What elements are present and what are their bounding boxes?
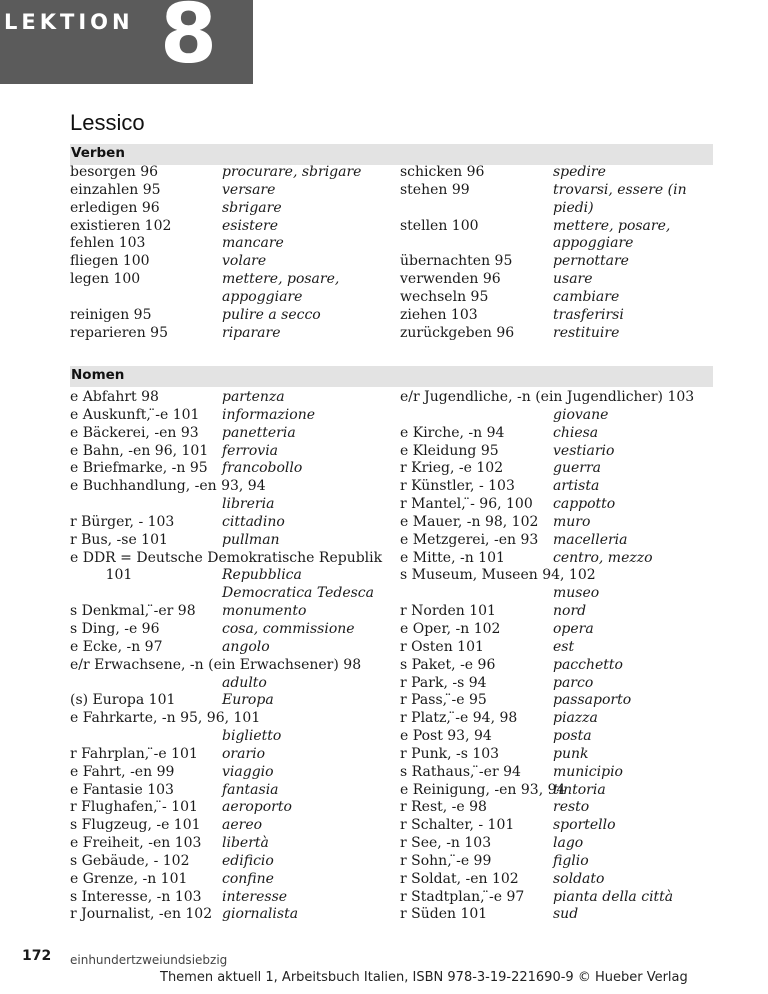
italian-translation: sbrigare xyxy=(222,199,282,216)
italian-translation: Europa xyxy=(222,692,274,709)
italian-translation: aeroporto xyxy=(222,799,292,816)
section-header-nouns xyxy=(70,366,713,387)
german-term: e DDR = Deutsche Demokratische Republik xyxy=(70,549,383,566)
italian-translation: restituire xyxy=(553,324,620,341)
german-term: r Bürger, - 103 xyxy=(70,513,175,530)
german-term: e Mauer, -n 98, 102 xyxy=(400,513,539,530)
italian-translation: francobollo xyxy=(222,460,303,477)
italian-translation: figlio xyxy=(553,852,589,869)
italian-translation: pianta della città xyxy=(553,888,674,905)
german-term: reinigen 95 xyxy=(70,306,152,323)
german-term: existieren 102 xyxy=(70,217,172,234)
german-term: e Ecke, -n 97 xyxy=(70,638,163,655)
lesson-number: 8 xyxy=(160,0,218,82)
italian-translation: piazza xyxy=(553,710,598,727)
german-term: s Paket, -e 96 xyxy=(400,656,496,673)
italian-translation: interesse xyxy=(222,888,288,905)
italian-translation: confine xyxy=(222,870,274,887)
german-term: r Park, -s 94 xyxy=(400,674,487,691)
italian-translation: pullman xyxy=(222,531,280,548)
page-number: 172 xyxy=(22,948,52,964)
italian-translation: spedire xyxy=(553,164,606,180)
german-term: schicken 96 xyxy=(400,164,485,180)
section-header-verbs xyxy=(70,144,713,165)
german-term: e Fahrkarte, -n 95, 96, 101 xyxy=(70,710,261,727)
italian-translation: vestiario xyxy=(553,442,615,459)
german-term: s Flugzeug, -e 101 xyxy=(70,817,201,834)
italian-translation: parco xyxy=(553,674,594,691)
italian-translation: fantasia xyxy=(222,781,279,798)
german-term: (s) Europa 101 xyxy=(70,692,176,709)
german-term: wechseln 95 xyxy=(400,288,489,305)
german-term: r Osten 101 xyxy=(400,638,484,655)
italian-translation: opera xyxy=(553,620,594,637)
italian-translation: soldato xyxy=(553,870,605,887)
italian-translation: riparare xyxy=(222,324,281,341)
italian-translation: guerra xyxy=(553,460,601,477)
italian-translation: lago xyxy=(553,835,584,852)
german-term: stehen 99 xyxy=(400,181,470,198)
german-term: r Journalist, -en 102 xyxy=(70,906,213,923)
german-term: r See, -n 103 xyxy=(400,835,492,852)
italian-translation: angolo xyxy=(222,638,270,655)
german-term: r Stadtplan, ̈-e 97 xyxy=(400,888,525,905)
italian-translation: muro xyxy=(553,513,591,530)
italian-translation: tintoria xyxy=(553,781,606,798)
italian-translation: mettere, posare, xyxy=(553,217,671,234)
german-term: r Soldat, -en 102 xyxy=(400,870,519,887)
italian-translation: passaporto xyxy=(553,692,632,709)
german-term: s Ding, -e 96 xyxy=(70,620,160,637)
italian-translation: libreria xyxy=(222,496,275,513)
page-number-words: einhundertzweiundsiebzig xyxy=(70,953,228,967)
german-term: r Sohn, ̈-e 99 xyxy=(400,852,492,869)
italian-translation: monumento xyxy=(222,603,307,620)
german-term: e Bäckerei, -en 93 xyxy=(70,424,199,441)
italian-translation: trasferirsi xyxy=(553,306,624,323)
german-term: r Rest, -e 98 xyxy=(400,799,487,816)
german-term: r Schalter, - 101 xyxy=(400,817,515,834)
german-term: r Punk, -s 103 xyxy=(400,745,500,762)
italian-translation: cittadino xyxy=(222,513,285,530)
german-term: e Kleidung 95 xyxy=(400,442,499,459)
german-term: e Fahrt, -en 99 xyxy=(70,763,175,780)
italian-translation: nord xyxy=(553,603,587,620)
italian-translation: resto xyxy=(553,799,590,816)
italian-translation: giornalista xyxy=(222,906,299,923)
italian-translation: appoggiare xyxy=(553,235,634,252)
german-term: zurückgeben 96 xyxy=(400,324,515,341)
italian-translation: Democratica Tedesca xyxy=(222,585,374,602)
italian-translation: posta xyxy=(553,728,592,745)
german-term: erledigen 96 xyxy=(70,199,160,216)
german-term: s Interesse, -n 103 xyxy=(70,888,202,905)
german-term: e Freiheit, -en 103 xyxy=(70,835,202,852)
german-term: r Fahrplan, ̈-e 101 xyxy=(70,745,198,762)
german-term: s Denkmal, ̈-er 98 xyxy=(70,603,196,620)
german-term: übernachten 95 xyxy=(400,253,513,270)
german-term: e Kirche, -n 94 xyxy=(400,424,505,441)
italian-translation: appoggiare xyxy=(222,288,303,305)
german-term: r Mantel, ̈- 96, 100 xyxy=(400,496,533,513)
italian-translation: giovane xyxy=(553,406,609,423)
german-term: s Museum, Museen 94, 102 xyxy=(400,567,596,584)
german-term: r Krieg, -e 102 xyxy=(400,460,504,477)
italian-translation: punk xyxy=(553,745,589,762)
publisher-credit: Themen aktuell 1, Arbeitsbuch Italien, ISBN 978-3-19-221690-9 © Hueber Verlag xyxy=(160,970,688,985)
german-term: r Süden 101 xyxy=(400,906,488,923)
italian-translation: cappotto xyxy=(553,496,616,513)
italian-translation: partenza xyxy=(222,389,285,405)
german-term: einzahlen 95 xyxy=(70,181,161,198)
german-term: 101 xyxy=(70,567,133,584)
german-term: e Fantasie 103 xyxy=(70,781,174,798)
german-term: e Buchhandlung, -en 93, 94 xyxy=(70,478,266,495)
german-term: e Auskunft, ̈-e 101 xyxy=(70,406,200,423)
italian-translation: esistere xyxy=(222,217,279,234)
section-title-verbs: Verben xyxy=(71,145,125,161)
lesson-header xyxy=(0,0,253,84)
italian-translation: pulire a secco xyxy=(222,306,321,323)
german-term: r Pass, ̈-e 95 xyxy=(400,692,487,709)
german-term: r Norden 101 xyxy=(400,603,496,620)
italian-translation: volare xyxy=(222,253,267,270)
german-term: s Rathaus, ̈-er 94 xyxy=(400,763,521,780)
italian-translation: municipio xyxy=(553,763,623,780)
italian-translation: usare xyxy=(553,271,593,288)
german-term: e Reinigung, -en 93, 94 xyxy=(400,781,566,798)
italian-translation: Repubblica xyxy=(222,567,302,584)
german-term: e Bahn, -en 96, 101 xyxy=(70,442,209,459)
german-term: s Gebäude, - 102 xyxy=(70,852,190,869)
italian-translation: cambiare xyxy=(553,288,620,305)
italian-translation: sportello xyxy=(553,817,616,834)
german-term: e Abfahrt 98 xyxy=(70,389,159,405)
german-term: reparieren 95 xyxy=(70,324,168,341)
lesson-label: LEKTION xyxy=(4,10,134,34)
german-term: r Künstler, - 103 xyxy=(400,478,515,495)
german-term: e/r Jugendliche, -n (ein Jugendlicher) 103 xyxy=(400,389,695,405)
german-term: fehlen 103 xyxy=(70,235,146,252)
italian-translation: libertà xyxy=(222,835,269,852)
italian-translation: artista xyxy=(553,478,600,495)
section-title-nouns: Nomen xyxy=(71,367,125,383)
german-term: e Metzgerei, -en 93 xyxy=(400,531,539,548)
german-term: e Briefmarke, -n 95 xyxy=(70,460,208,477)
page-title: Lessico xyxy=(70,110,145,135)
italian-translation: mancare xyxy=(222,235,284,252)
italian-translation: chiesa xyxy=(553,424,599,441)
german-term: verwenden 96 xyxy=(400,271,501,288)
german-term: r Platz, ̈-e 94, 98 xyxy=(400,710,518,727)
german-term: e Oper, -n 102 xyxy=(400,620,501,637)
italian-translation: est xyxy=(553,638,575,655)
italian-translation: panetteria xyxy=(222,424,296,441)
german-term: fliegen 100 xyxy=(70,253,150,270)
italian-translation: pacchetto xyxy=(553,656,623,673)
german-term: r Bus, -se 101 xyxy=(70,531,168,548)
german-term: besorgen 96 xyxy=(70,164,159,180)
italian-translation: versare xyxy=(222,181,276,198)
italian-translation: sud xyxy=(553,906,579,923)
italian-translation: procurare, sbrigare xyxy=(222,164,362,180)
german-term: legen 100 xyxy=(70,271,141,288)
italian-translation: cosa, commissione xyxy=(222,620,355,637)
italian-translation: museo xyxy=(553,585,600,602)
italian-translation: informazione xyxy=(222,406,316,423)
german-term: e Post 93, 94 xyxy=(400,728,492,745)
italian-translation: centro, mezzo xyxy=(553,549,653,566)
italian-translation: edificio xyxy=(222,852,274,869)
italian-translation: pernottare xyxy=(553,253,629,270)
italian-translation: piedi) xyxy=(553,199,594,216)
german-term: e Mitte, -n 101 xyxy=(400,549,505,566)
german-term: e/r Erwachsene, -n (ein Erwachsener) 98 xyxy=(70,656,362,673)
italian-translation: adulto xyxy=(222,674,267,691)
german-term: e Grenze, -n 101 xyxy=(70,870,188,887)
italian-translation: biglietto xyxy=(222,728,282,745)
german-term: ziehen 103 xyxy=(400,306,478,323)
german-term: r Flughafen, ̈- 101 xyxy=(70,799,198,816)
italian-translation: trovarsi, essere (in xyxy=(553,181,687,198)
italian-translation: aereo xyxy=(222,817,263,834)
italian-translation: mettere, posare, xyxy=(222,271,340,288)
italian-translation: orario xyxy=(222,745,266,762)
italian-translation: ferrovia xyxy=(222,442,279,459)
italian-translation: macelleria xyxy=(553,531,628,548)
italian-translation: viaggio xyxy=(222,763,274,780)
german-term: stellen 100 xyxy=(400,217,479,234)
